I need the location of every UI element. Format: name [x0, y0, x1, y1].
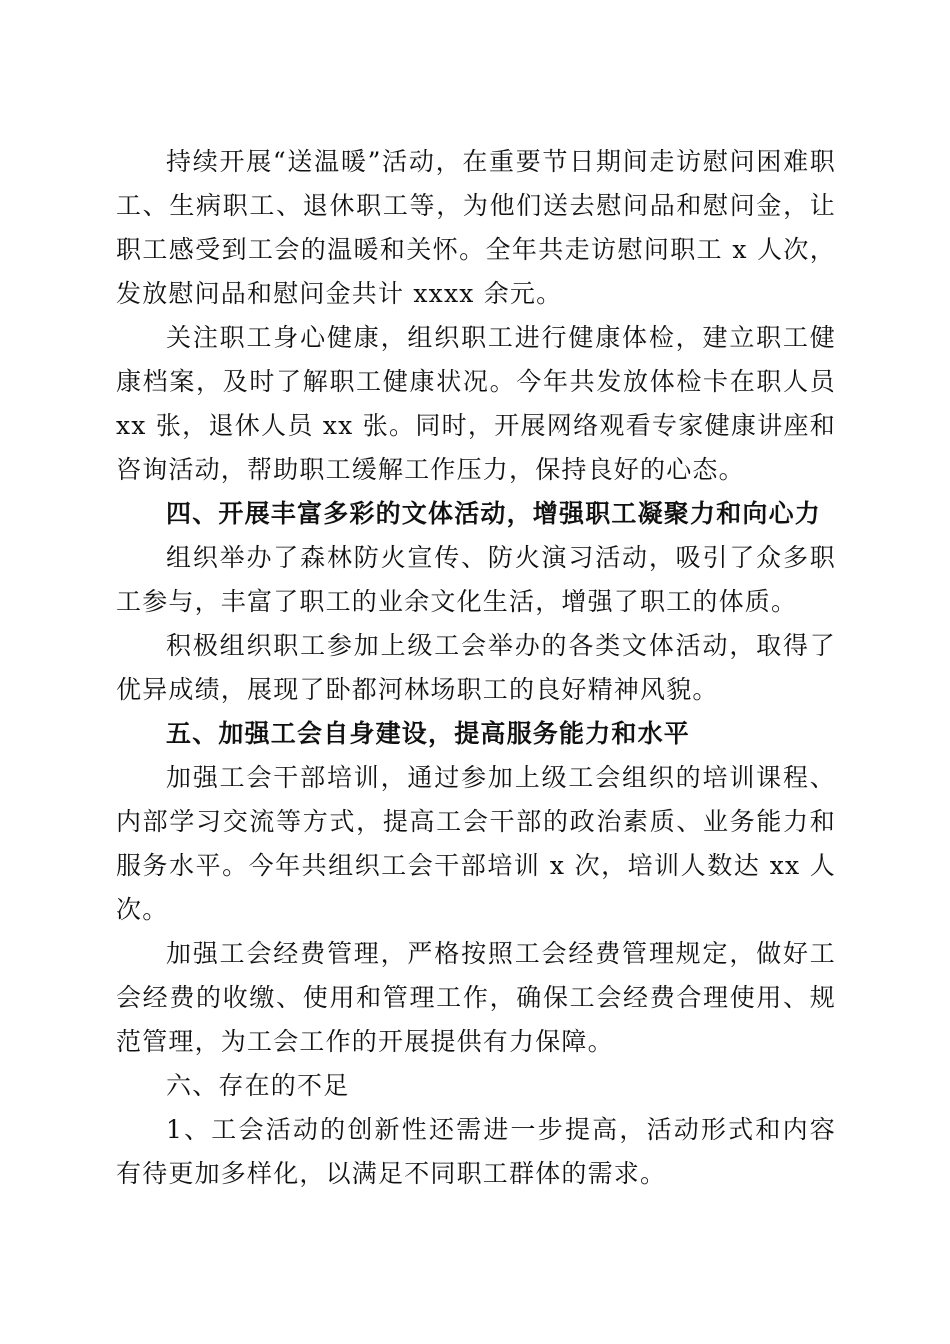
document-body	[116, 140, 836, 1196]
paragraph-shortcoming-1: 1、工会活动的创新性还需进一步提高，活动形式和内容有待更加多样化，以满足不同职工群体的需求。	[116, 1115, 836, 1188]
section-heading-shortcomings: 六、存在的不足	[166, 1071, 350, 1100]
paragraph-condolence-visits: 持续开展“送温暖”活动，在重要节日期间走访慰问困难职工、生病职工、退休职工等，为他们送去慰问品和慰问金，让职工感受到工会的温暖和关怀。全年共走访慰问职工 x 人次，发放慰问品和慰问金共计 xxxx 余元。	[116, 147, 836, 308]
paragraph-cadre-training: 加强工会干部培训，通过参加上级工会组织的培训课程、内部学习交流等方式，提高工会干部的政治素质、业务能力和服务水平。今年共组织工会干部培训 x 次，培训人数达 xx 人次。	[116, 763, 836, 924]
paragraph-funds-management: 加强工会经费管理，严格按照工会经费管理规定，做好工会经费的收缴、使用和管理工作，确保工会经费合理使用、规范管理，为工会工作的开展提供有力保障。	[116, 939, 836, 1056]
section-heading-self-building: 五、加强工会自身建设，提高服务能力和水平	[166, 719, 691, 748]
paragraph-sports-participation: 积极组织职工参加上级工会举办的各类文体活动，取得了优异成绩，展现了卧都河林场职工的良好精神风貌。	[116, 631, 836, 704]
paragraph-fire-prevention: 组织举办了森林防火宣传、防火演习活动，吸引了众多职工参与，丰富了职工的业余文化生活，增强了职工的体质。	[116, 543, 836, 616]
section-heading-cultural-activities: 四、开展丰富多彩的文体活动，增强职工凝聚力和向心力	[166, 499, 822, 528]
paragraph-health-care: 关注职工身心健康，组织职工进行健康体检，建立职工健康档案，及时了解职工健康状况。今年共发放体检卡在职人员 xx 张，退休人员 xx 张。同时，开展网络观看专家健康讲座和咨询活动，帮助职工缓解工作压力，保持良好的心态。	[116, 323, 836, 484]
